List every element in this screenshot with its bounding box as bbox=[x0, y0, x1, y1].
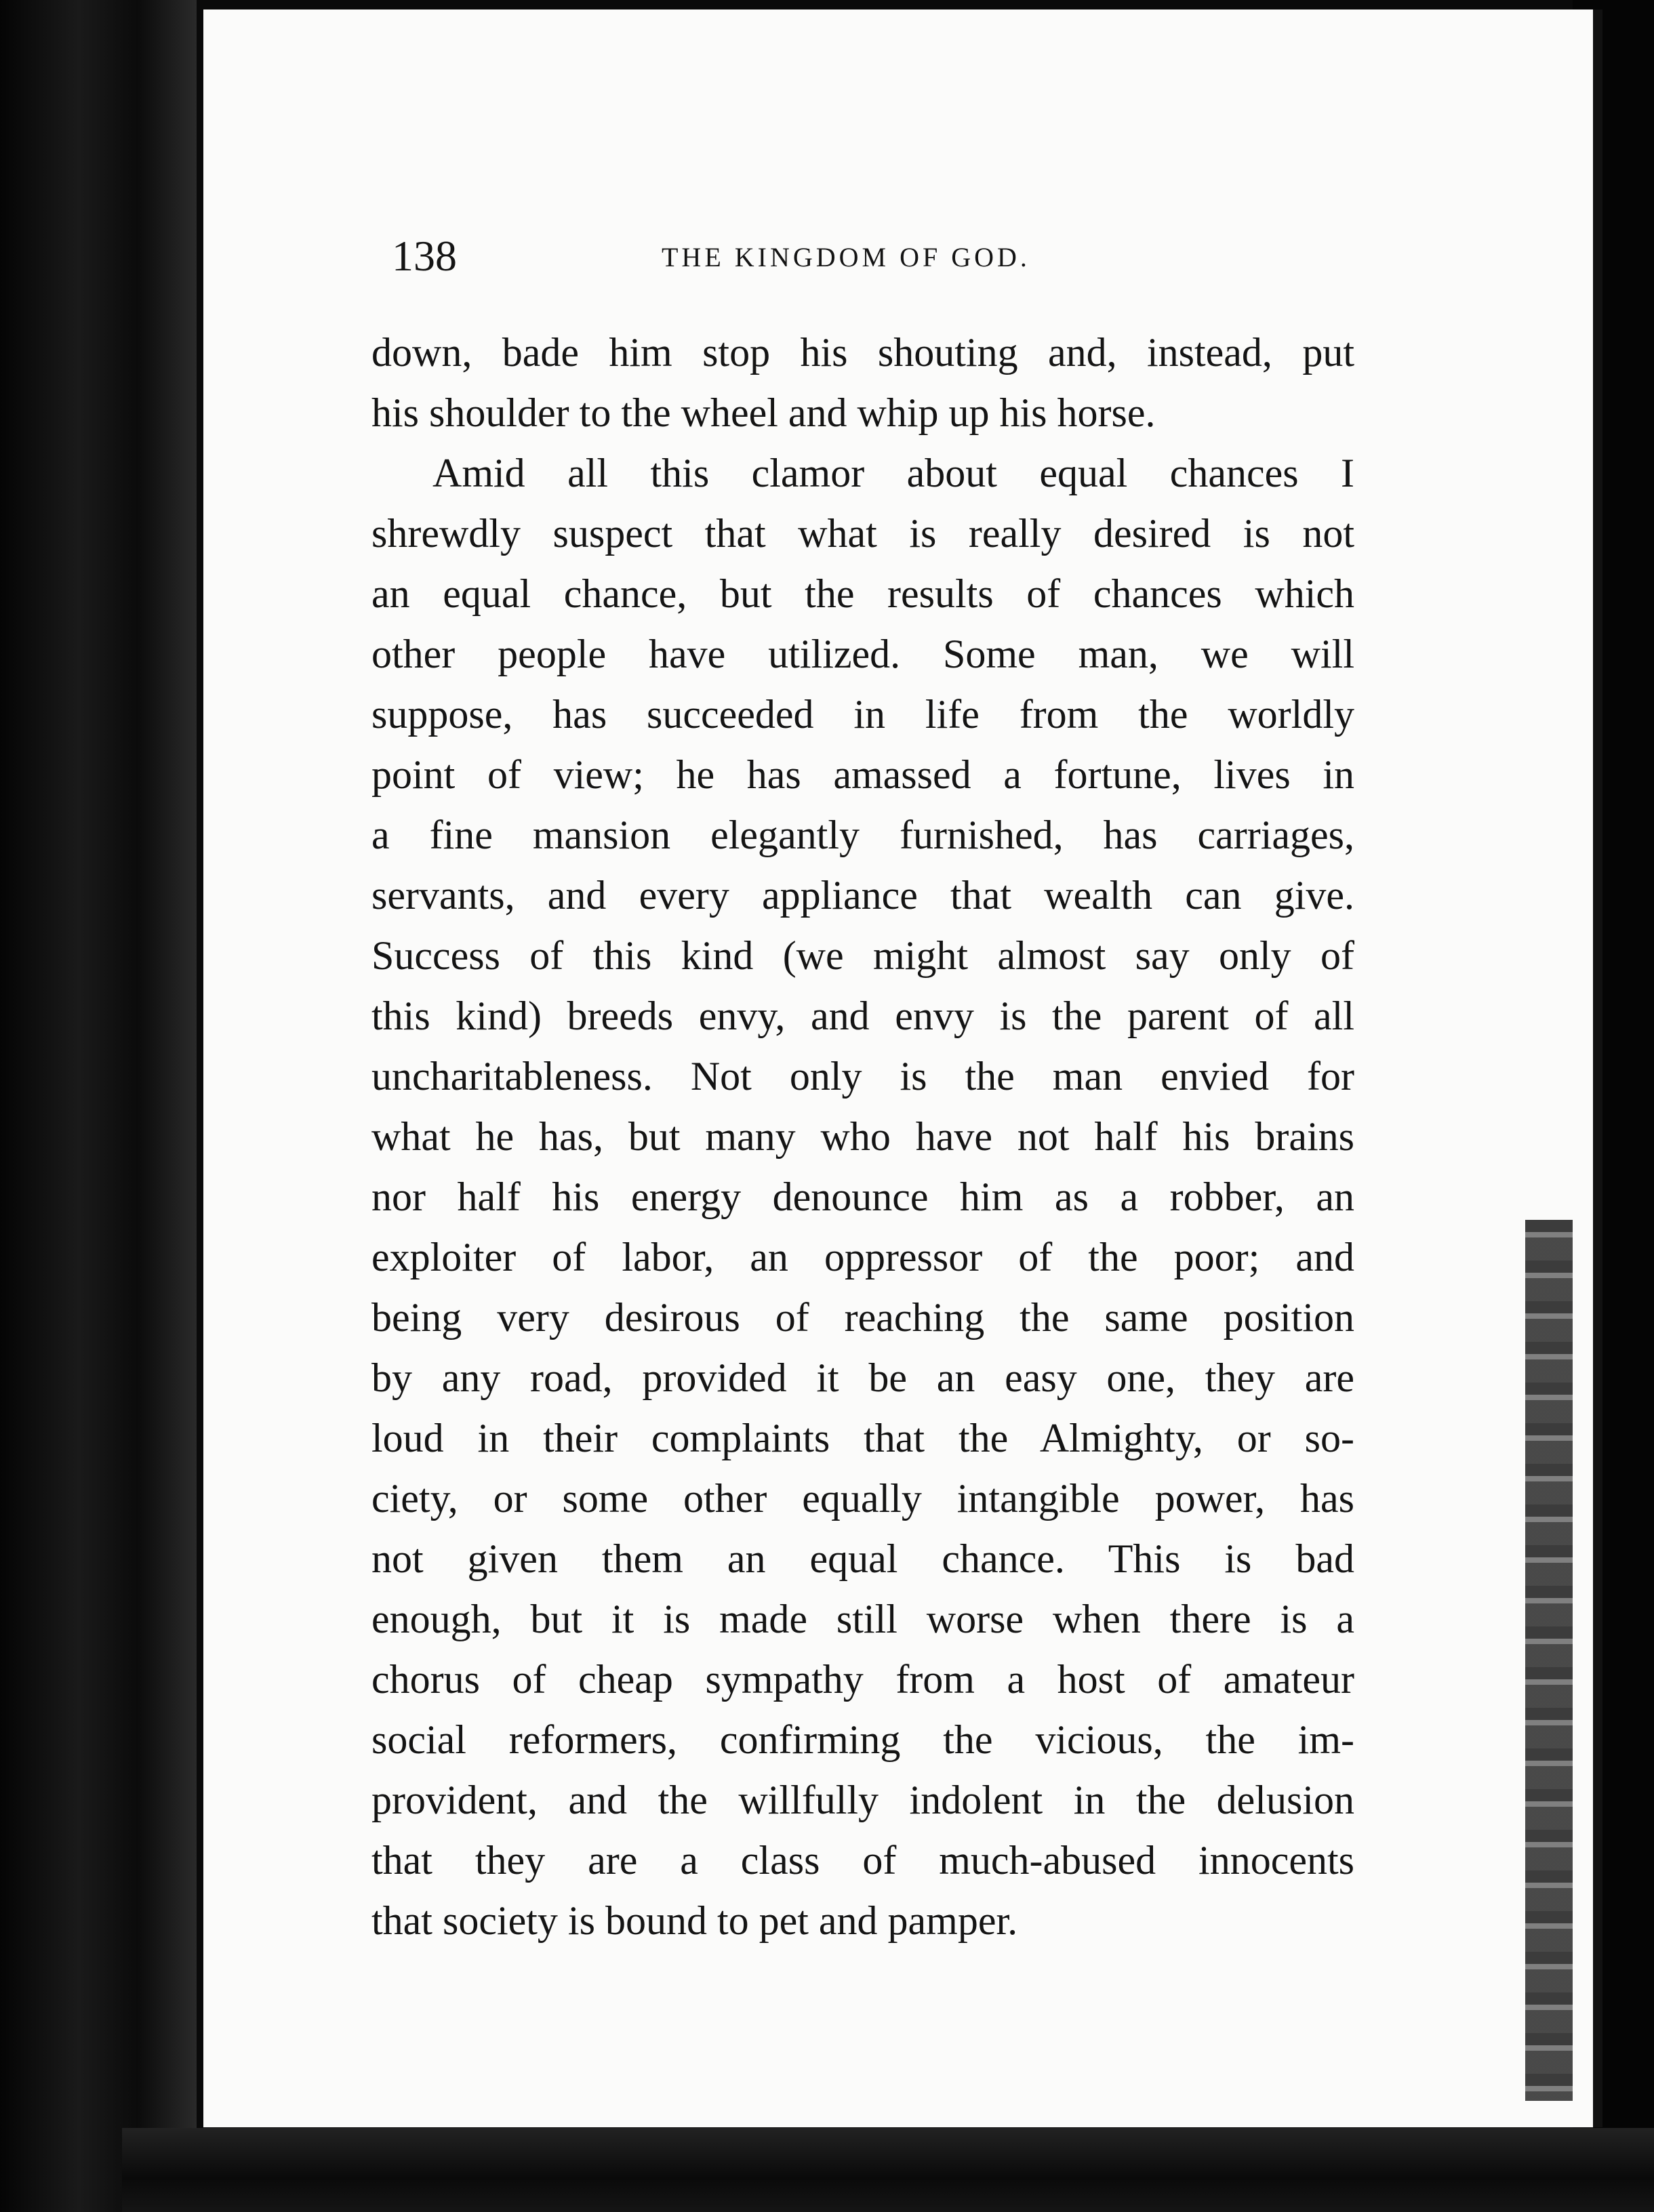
book-binding-edge bbox=[0, 0, 197, 2212]
text-line: social reformers, confirming the vicious, the im- bbox=[371, 1717, 1354, 1762]
page-number: 138 bbox=[392, 232, 457, 280]
bottom-page-edge bbox=[122, 2128, 1654, 2212]
text-line: Amid all this clamor about equal chances I bbox=[432, 451, 1354, 495]
text-line: not given them an equal chance. This is bad bbox=[371, 1536, 1354, 1581]
text-line: servants, and every appliance that wealth can give. bbox=[371, 873, 1354, 918]
text-line: point of view; he has amassed a fortune, lives in bbox=[371, 752, 1354, 797]
text-line: other people have utilized. Some man, we will bbox=[371, 632, 1354, 676]
text-line: that they are a class of much-abused innocents bbox=[371, 1838, 1354, 1883]
text-line: down, bade him stop his shouting and, instead, put bbox=[371, 330, 1354, 375]
text-line: by any road, provided it be an easy one, they are bbox=[371, 1355, 1354, 1400]
running-head: THE KINGDOM OF GOD. bbox=[662, 242, 1030, 272]
text-line: Success of this kind (we might almost say only of bbox=[371, 933, 1354, 978]
text-line: provident, and the willfully indolent in the delusion bbox=[371, 1778, 1354, 1822]
text-line: that society is bound to pet and pamper. bbox=[371, 1898, 1018, 1943]
text-line: a fine mansion elegantly furnished, has carriages, bbox=[371, 813, 1354, 857]
text-line: this kind) breeds envy, and envy is the parent of all bbox=[371, 994, 1354, 1038]
text-line: uncharitableness. Not only is the man envied for bbox=[371, 1054, 1354, 1099]
text-line: nor half his energy denounce him as a robber, an bbox=[371, 1174, 1354, 1219]
text-line: what he has, but many who have not half his brains bbox=[371, 1114, 1354, 1159]
text-line: enough, but it is made still worse when there is a bbox=[371, 1597, 1354, 1641]
body-text bbox=[371, 323, 1354, 1951]
text-line: exploiter of labor, an oppressor of the poor; and bbox=[371, 1235, 1354, 1279]
text-line: suppose, has succeeded in life from the worldly bbox=[371, 692, 1354, 737]
text-line: being very desirous of reaching the same position bbox=[371, 1295, 1354, 1340]
text-line: an equal chance, but the results of chances which bbox=[371, 571, 1354, 616]
text-line: loud in their complaints that the Almighty, or so- bbox=[371, 1416, 1354, 1460]
text-line: his shoulder to the wheel and whip up his horse. bbox=[371, 390, 1156, 435]
text-line: chorus of cheap sympathy from a host of amateur bbox=[371, 1657, 1354, 1702]
text-line: shrewdly suspect that what is really desired is not bbox=[371, 511, 1354, 556]
torn-page-fringe bbox=[1525, 1220, 1573, 2101]
page-header bbox=[392, 229, 1354, 283]
text-line: ciety, or some other equally intangible power, has bbox=[371, 1476, 1354, 1521]
